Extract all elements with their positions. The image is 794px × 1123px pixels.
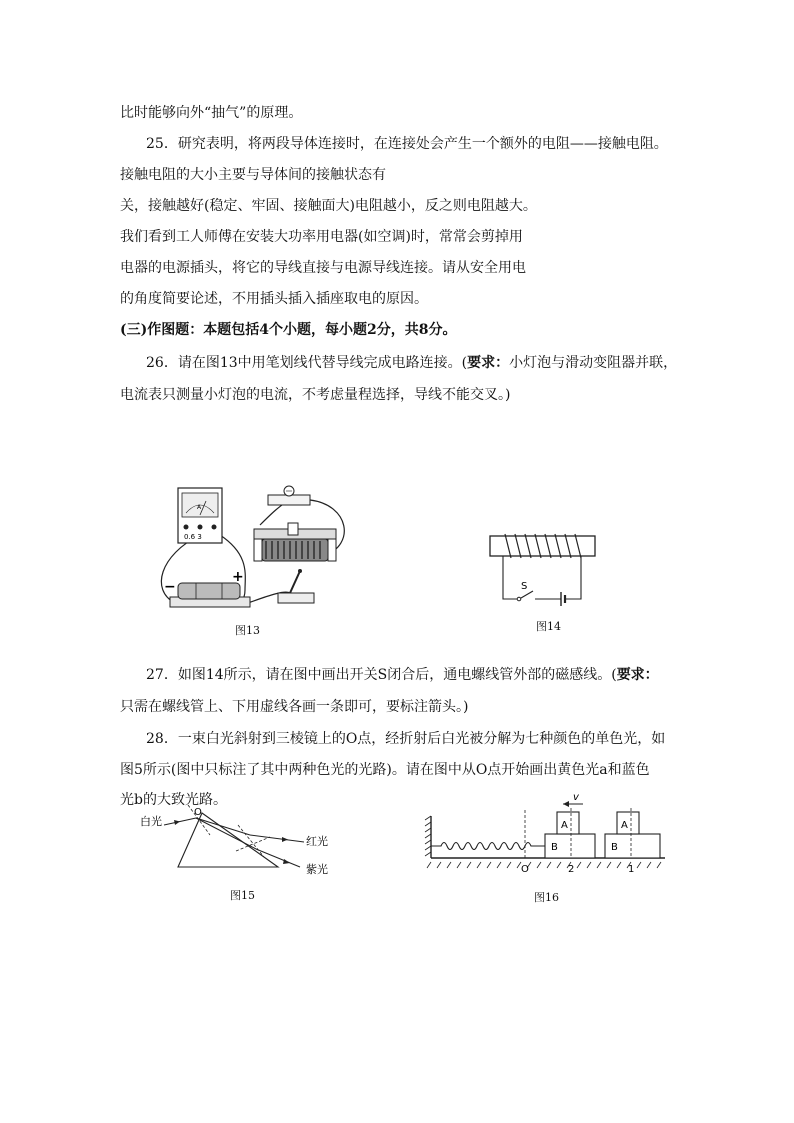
question-27-line-2: 只需在螺线管上、下用虚线各画一条即可，要标注箭头。) <box>120 699 469 715</box>
switch-icon <box>278 569 314 603</box>
switch-label: S <box>521 581 528 592</box>
block-a-label-2: A <box>561 820 568 831</box>
question-25-line-5: 电器的电源插头，将它的导线直接与电源导线连接。请从安全用电 <box>120 260 526 276</box>
red-light-ray <box>250 835 304 842</box>
figure-15-prism <box>140 805 365 885</box>
q26-text-a: 26．请在图13中用笔划线代替导线完成电路连接。( <box>146 355 468 371</box>
question-25-line-4: 我们看到工人师傅在安装大功率用电器(如空调)时，常常会剪掉用 <box>120 229 523 245</box>
figure-13-circuit <box>150 475 360 615</box>
ammeter-icon <box>178 488 222 543</box>
figure-16-spring <box>425 790 670 880</box>
figure-14-caption: 图14 <box>536 620 561 633</box>
red-light-label: 红光 <box>306 835 328 848</box>
svg-text:A: A <box>197 504 202 511</box>
question-26-line-2: 电流表只测量小灯泡的电流，不考虑量程选择，导线不能交叉。) <box>120 387 511 403</box>
battery-plus: + <box>232 569 244 585</box>
q27-requirement-label: 要求： <box>616 667 659 683</box>
mark-2-label: 2 <box>568 864 575 875</box>
block-b-label-2: B <box>551 842 558 853</box>
question-25-line-3: 关，接触越好(稳定、牢固、接触面大)电阻越小，反之则电阻越大。 <box>120 198 537 214</box>
spring-icon <box>431 843 545 850</box>
mark-1-label: 1 <box>628 864 635 875</box>
q27-text-a: 27．如图14所示，请在图中画出开关S闭合后，通电螺线管外部的磁感线。( <box>146 667 617 683</box>
block-a-label-1: A <box>621 820 628 831</box>
point-o-label: O <box>194 807 202 818</box>
block-b-label-1: B <box>611 842 618 853</box>
question-28-line-1: 28．一束白光斜射到三棱镜上的O点，经折射后白光被分解为七种颜色的单色光，如 <box>146 731 666 747</box>
figure-14-solenoid <box>485 528 605 608</box>
paragraph-continuation: 比时能够向外“抽气”的原理。 <box>120 105 303 121</box>
question-27-line-1 <box>146 665 659 685</box>
mark-o-label: O <box>521 864 529 875</box>
question-26-line-1 <box>146 353 677 373</box>
battery-minus: − <box>164 579 176 595</box>
battery-icon <box>164 569 250 607</box>
question-28-line-3: 光b的大致光路。 <box>120 792 227 808</box>
white-light-label: 白光 <box>140 815 162 828</box>
question-25-line-2: 接触电阻的大小主要与导体间的接触状态有 <box>120 167 386 183</box>
bulb-icon <box>268 486 310 505</box>
rheostat-icon <box>254 523 336 561</box>
figure-15-caption: 图15 <box>230 889 255 902</box>
question-28-line-2: 图5所示(图中只标注了其中两种色光的光路)。请在图中从O点开始画出黄色光a和蓝色 <box>120 762 650 778</box>
q26-text-b: 小灯泡与滑动变阻器并联， <box>509 355 678 371</box>
q26-requirement-label: 要求： <box>467 355 510 371</box>
section-3-heading: (三)作图题：本题包括4个小题，每小题2分，共8分。 <box>120 322 457 338</box>
ammeter-reading: 0.6 3 <box>184 533 202 541</box>
violet-light-label: 紫光 <box>306 863 328 876</box>
figure-13-caption: 图13 <box>235 624 260 637</box>
switch-s-icon <box>521 591 533 598</box>
velocity-label: v <box>573 792 579 803</box>
figure-16-caption: 图16 <box>534 891 559 904</box>
question-25-line-1: 25．研究表明，将两段导体连接时，在连接处会产生一个额外的电阻——接触电阻。 <box>146 136 668 152</box>
question-25-line-6: 的角度简要论述，不用插头插入插座取电的原因。 <box>120 291 428 307</box>
prism-shape <box>178 813 278 867</box>
